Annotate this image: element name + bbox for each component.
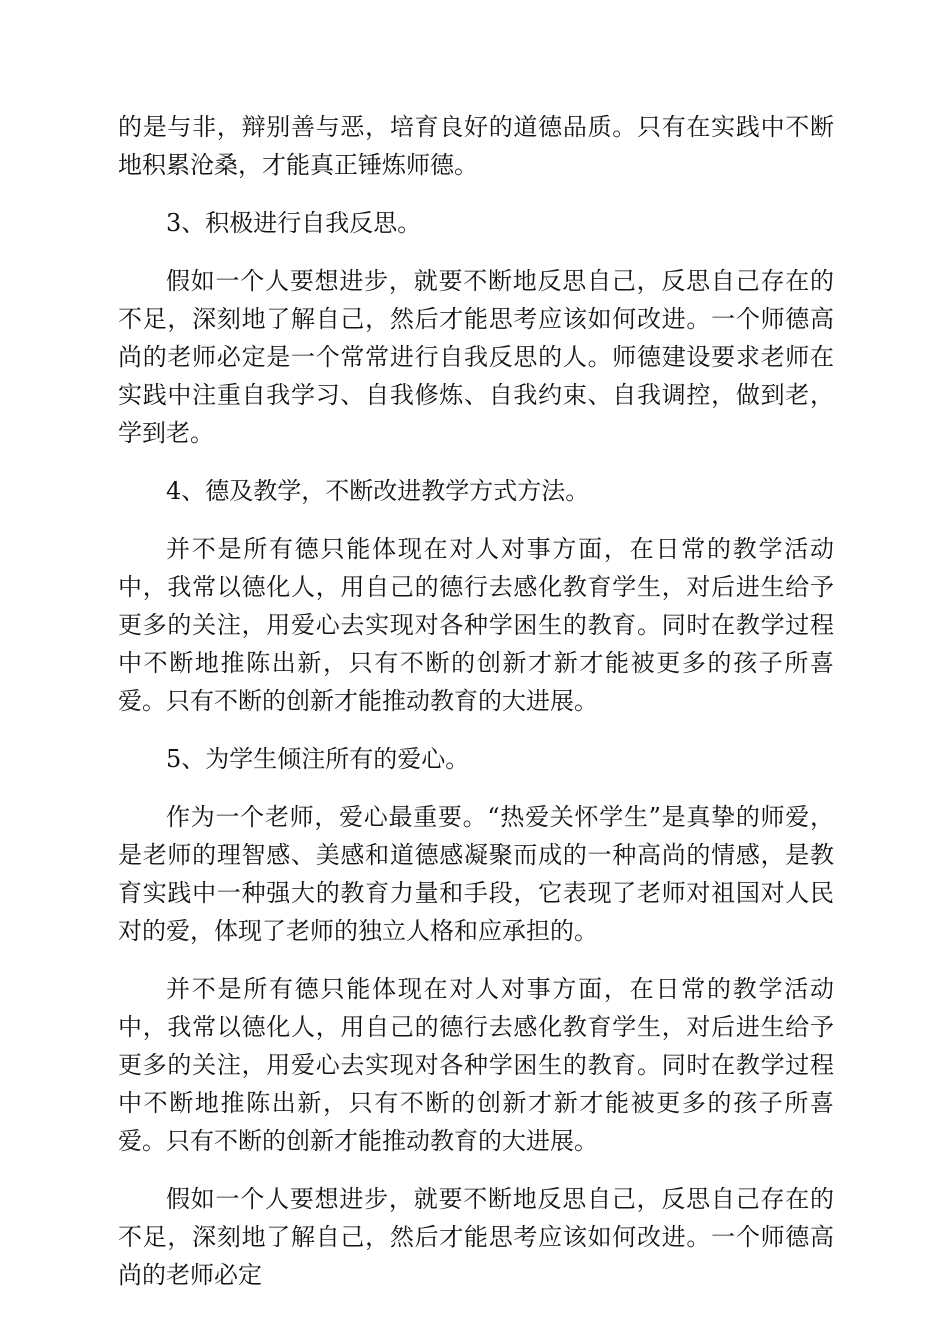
paragraph-love-for-students: 作为一个老师，爱心最重要。“热爱关怀学生”是真挚的师爱，是老师的理智感、美感和道德感凝聚而成的一种高尚的情感，是教育实践中一种强大的教育力量和手段，它表现了老师对祖国对人民对的爱，体现了老师的独立人格和应承担的。 xyxy=(118,803,834,945)
paragraph-teaching-methods-repeat: 并不是所有德只能体现在对人对事方面，在日常的教学活动中，我常以德化人，用自己的德行去感化教育学生，对后进生给予更多的关注，用爱心去实现对各种学困生的教育。同时在教学过程中不断地推陈出新，只有不断的创新才新才能被更多的孩子所喜爱。只有不断的创新才能推动教育的大进展。 xyxy=(118,975,834,1155)
section-heading-4: 4、德及教学，不断改进教学方式方法。 xyxy=(166,477,590,505)
paragraph-self-reflection: 假如一个人要想进步，就要不断地反思自己，反思自己存在的不足，深刻地了解自己，然后才能思考应该如何改进。一个师德高尚的老师必定是一个常常进行自我反思的人。师德建设要求老师在实践中注重自我学习、自我修炼、自我约束、自我调控，做到老，学到老。 xyxy=(118,267,834,447)
section-heading-3: 3、积极进行自我反思。 xyxy=(166,209,422,237)
paragraph-self-reflection-repeat: 假如一个人要想进步，就要不断地反思自己，反思自己存在的不足，深刻地了解自己，然后才能思考应该如何改进。一个师德高尚的老师必定 xyxy=(118,1185,834,1289)
paragraph-teaching-methods: 并不是所有德只能体现在对人对事方面，在日常的教学活动中，我常以德化人，用自己的德行去感化教育学生，对后进生给予更多的关注，用爱心去实现对各种学困生的教育。同时在教学过程中不断地推陈出新，只有不断的创新才新才能被更多的孩子所喜爱。只有不断的创新才能推动教育的大进展。 xyxy=(118,535,834,715)
document-body xyxy=(118,108,834,1314)
paragraph-continuation: 的是与非，辩别善与恶，培育良好的道德品质。只有在实践中不断地积累沧桑，才能真正锤炼师德。 xyxy=(118,113,834,179)
section-heading-5: 5、为学生倾注所有的爱心。 xyxy=(166,745,470,773)
